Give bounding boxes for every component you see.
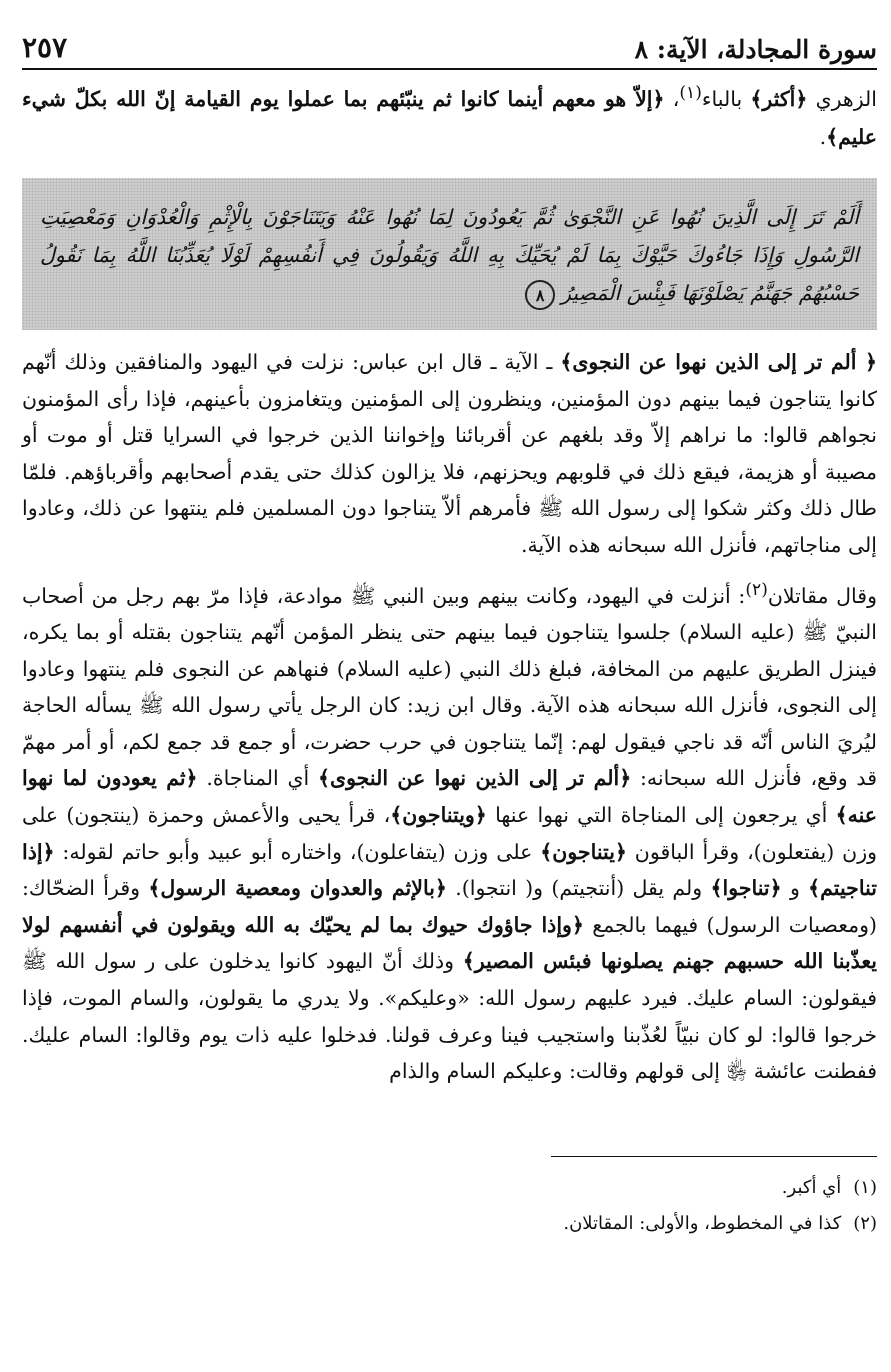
commentary-body: [22, 344, 877, 1090]
commentary-text: وذلك أنّ اليهود كانوا يدخلون على ر سول الله ﷺ فيقولون: السام عليك. فيرد عليهم رسول الله: «وعليكم». ولا يدري ما يقولون، والسام الموت، فإذا خرجوا قالوا: لو كان نبيّاً لعُذّبنا واستجيب فينا وعرف قولنا. فدخلوا عليه ذات يوم وقالوا: السام عليك. ففطنت عائشة ﵂ إلى قولهم وقالت: وعليكم السام والذام: [22, 949, 877, 1084]
footnote-text: أي أكبر.: [781, 1177, 842, 1198]
intro-paragraph: [22, 74, 877, 156]
verse-number-medallion: ٨: [525, 280, 555, 310]
footnotes: [22, 1170, 877, 1242]
commentary-text: أي المناجاة.: [197, 766, 319, 791]
footnote-number: (١): [853, 1177, 877, 1198]
quran-quote: ﴿ألم تر إلى الذين نهوا عن النجوى﴾: [318, 766, 632, 791]
commentary-text: ولم يقل (أنتجيتم) و( انتجوا).: [446, 876, 711, 901]
commentary-text: : أنزلت في اليهود، وكانت بينهم وبين النبي ﷺ موادعة، فإذا مرّ بهم رجل من أصحاب النبيّ ﷺ (عليه السلام) جلسوا يتناجون فيما بينهم حتى ينظر المؤمن أنّهم يتناجون بقتله أو بما يكره، فينزل الطريق عليهم من المخافة، فبلغ ذلك النبي (عليه السلام) فنهاهم عن النجوى فلم ينتهوا وعادوا إلى النجوى، فأنزل الله سبحانه هذه الآية. وقال ابن زيد: كان الرجل يأتي رسول الله ﷺ يسأله الحاجة ليُريَ الناس أنّه قد ناجي فيقول لهم: إنّما يتناجون في حرب حضرت، أو جمع قد جمع لكم، أو أمر مهمّ قد وقع، فأنزل الله سبحانه:: [22, 583, 877, 791]
page-number: ٢٥٧: [22, 31, 68, 64]
surah-title: سورة المجادلة، الآية: ٨: [634, 35, 877, 64]
intro-text: .: [819, 124, 827, 149]
quran-quote: ﴿ ألم تر إلى الذين نهوا عن النجوى﴾: [560, 350, 877, 374]
commentary-text: ـ الآية ـ قال ابن عباس: نزلت في اليهود والمنافقين وذلك أنّهم كانوا يتناجون فيما بينهم دون المؤمنين، وينظرون إلى المؤمنين ويتغامزون بأعينهم، فإذا رأى المؤمنون نجواهم قالوا: ما نراهم إلاّ وقد بلغهم عن أقربائنا وإخواننا الذين خرجوا في السرايا قتل أو موت أو مصيبة أو هزيمة، فيقع ذلك في قلوبهم ويحزنهم، فلا يزالون كذلك حتى يقدم أصحابهم وأقرباؤهم. فلمّا طال ذلك وكثر شكوا إلى رسول الله ﷺ فأمرهم ألاّ يتناجوا دون المسلمين فلم ينتهوا عن ذلك، وعادوا إلى مناجاتهم، فأنزل الله سبحانه هذه الآية.: [22, 350, 877, 557]
footnote-ref-2[interactable]: (٢): [745, 579, 768, 600]
quran-quote: ﴿تناجوا﴾: [710, 876, 782, 901]
running-header: [22, 24, 877, 70]
footnote-2: [22, 1206, 877, 1242]
intro-text: ،: [664, 86, 680, 111]
footnote-text: كذا في المخطوط، والأولى: المقاتلان.: [563, 1213, 842, 1234]
commentary-paragraph-2: [22, 572, 877, 1090]
verse-text: أَلَمْ تَرَ إِلَى الَّذِينَ نُهُوا عَنِ النَّجْوَىٰ ثُمَّ يَعُودُونَ لِمَا نُهُوا عَنْهُ وَيَتَنَاجَوْنَ بِالْإِثْمِ وَالْعُدْوَانِ وَمَعْصِيَتِ الرَّسُولِ وَإِذَا جَاءُوكَ حَيَّوْكَ بِمَا لَمْ يُحَيِّكَ بِهِ اللَّهُ وَيَقُولُونَ فِي أَنفُسِهِمْ لَوْلَا يُعَذِّبُنَا اللَّهُ بِمَا نَقُولُ حَسْبُهُمْ جَهَنَّمُ يَصْلَوْنَهَا فَبِئْسَ الْمَصِيرُ: [40, 205, 859, 305]
quran-quote: ﴿إذا تناجيتم﴾: [22, 839, 877, 901]
footnote-1: [22, 1170, 877, 1206]
commentary-text: وقرأ الضحّاك: (ومعصيات الرسول) فيهما بالجمع: [22, 876, 877, 937]
quran-quote: ﴿ثم يعودون لما نهوا عنه﴾: [22, 766, 877, 827]
quran-quote: ﴿إلاّ هو معهم أينما كانوا ثم ينبّئهم بما عملوا يوم القيامة إنّ الله بكلّ شيء عليم﴾: [22, 86, 877, 149]
footnote-number: (٢): [853, 1213, 877, 1234]
quran-quote: ﴿بالإثم والعدوان ومعصية الرسول﴾: [148, 876, 447, 901]
quran-quote: ﴿يتناجون﴾: [540, 839, 627, 864]
quran-quote: ﴿أكثر﴾: [750, 86, 808, 111]
intro-text: بالباء: [701, 86, 751, 111]
quran-quote: ﴿ويتناجون﴾: [390, 802, 487, 827]
intro-text: الزهري: [815, 86, 877, 111]
verse-box: [22, 178, 877, 330]
commentary-paragraph-1: [22, 344, 877, 564]
footnote-divider: [551, 1156, 877, 1157]
commentary-text: و: [781, 876, 809, 901]
commentary-text: على وزن (يتفاعلون)، واختاره أبو عبيد وأبو حاتم لقوله:: [54, 839, 541, 864]
quran-quote: ﴿وإذا جاؤوك حيوك بما لم يحيّك به الله ويقولون في أنفسهم لولا يعذّبنا الله حسبهم جهنم يصلونها فبئس المصير﴾: [22, 912, 878, 974]
commentary-text: ، قرأ يحيى والأعمش وحمزة (ينتجون) على وزن (يفتعلون)، وقرأ الباقون: [22, 802, 877, 864]
commentary-text: أي يرجعون إلى المناجاة التي نهوا عنها: [486, 802, 836, 827]
footnote-ref-1[interactable]: (١): [679, 83, 702, 103]
commentary-text: وقال مقاتلان: [767, 583, 877, 608]
